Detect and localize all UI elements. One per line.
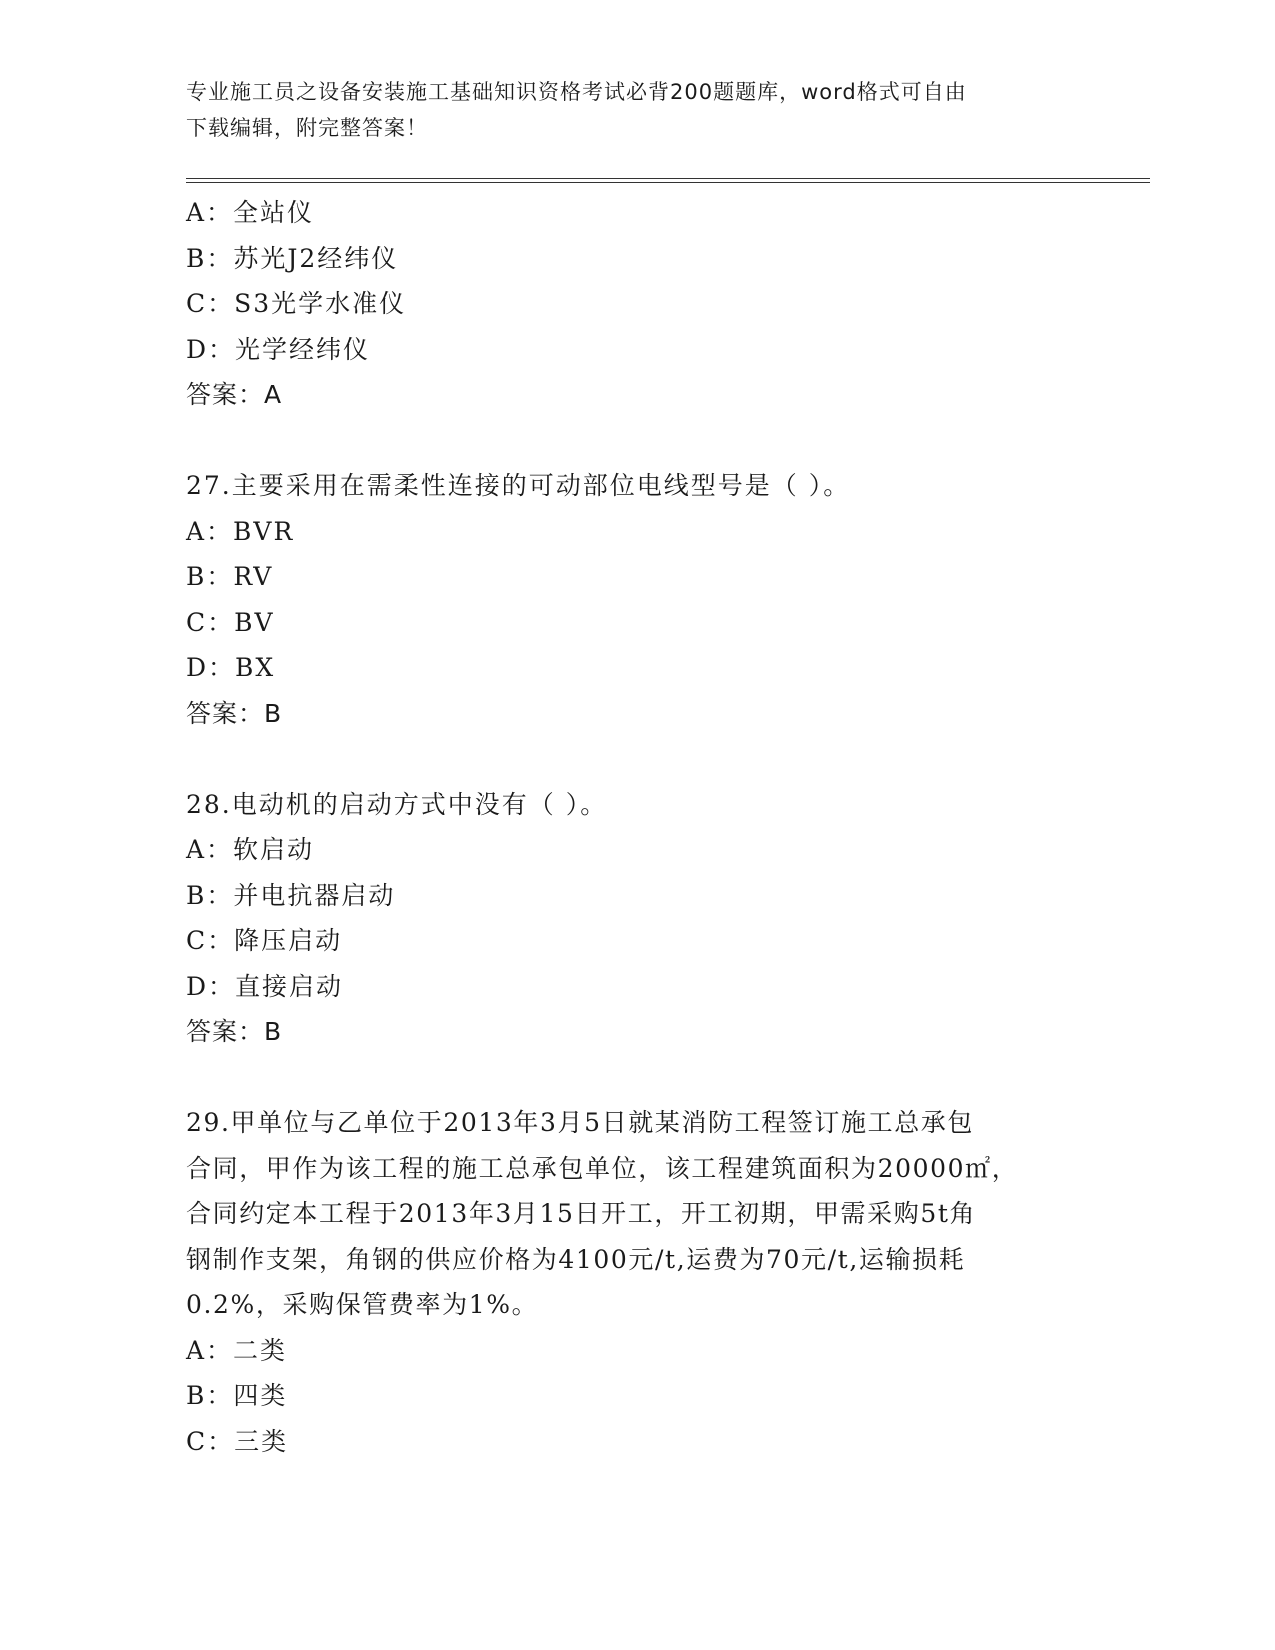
option-d: D：BX (186, 653, 276, 682)
question-26 (186, 190, 1086, 418)
option-a: A：二类 (186, 1335, 288, 1365)
question-text-line-2: 合同，甲作为该工程的施工总承包单位，该工程建筑面积为20000㎡， (186, 1153, 1019, 1183)
question-list (186, 190, 1086, 1464)
option-b: B：四类 (186, 1381, 288, 1410)
option-c: C：S3光学水准仪 (186, 289, 407, 318)
answer: 答案：B (186, 1017, 283, 1046)
option-a: A：BVR (186, 516, 295, 546)
spacer (186, 736, 1086, 782)
question-text-line-3: 合同约定本工程于2013年3月15日开工，开工初期，甲需采购5t角 (186, 1199, 977, 1228)
spacer (186, 1055, 1086, 1101)
option-a: A：全站仪 (186, 198, 315, 227)
document-header (186, 74, 1066, 146)
header-title-line-2: 下载编辑，附完整答案！ (186, 116, 428, 140)
answer: 答案：A (186, 380, 283, 409)
spacer (186, 418, 1086, 464)
option-b: B：RV (186, 562, 274, 591)
question-text (186, 1100, 1066, 1328)
question-text: 28.电动机的启动方式中没有（ ）。 (186, 789, 608, 819)
header-title-line-1: 专业施工员之设备安装施工基础知识资格考试必背200题题库，word格式可自由 (186, 80, 967, 104)
question-27 (186, 463, 1086, 736)
option-b: B：并电抗器启动 (186, 880, 396, 910)
question-text-line-5: 0.2%，采购保管费率为1%。 (186, 1290, 539, 1319)
option-b: B：苏光J2经纬仪 (186, 243, 399, 273)
option-d: D：直接启动 (186, 971, 344, 1001)
option-c: C：三类 (186, 1426, 289, 1456)
question-text: 27.主要采用在需柔性连接的可动部位电线型号是（ ）。 (186, 471, 851, 500)
question-text-line-4: 钢制作支架，角钢的供应价格为4100元/t,运费为70元/t,运输损耗 (186, 1244, 966, 1274)
option-a: A：软启动 (186, 835, 315, 864)
header-divider (186, 178, 1150, 183)
option-c: C：降压启动 (186, 926, 343, 955)
question-28 (186, 782, 1086, 1055)
answer: 答案：B (186, 698, 283, 728)
question-29 (186, 1100, 1086, 1464)
question-text-line-1: 29.甲单位与乙单位于2013年3月5日就某消防工程签订施工总承包 (186, 1108, 974, 1137)
option-c: C：BV (186, 607, 275, 637)
option-d: D：光学经纬仪 (186, 334, 371, 364)
